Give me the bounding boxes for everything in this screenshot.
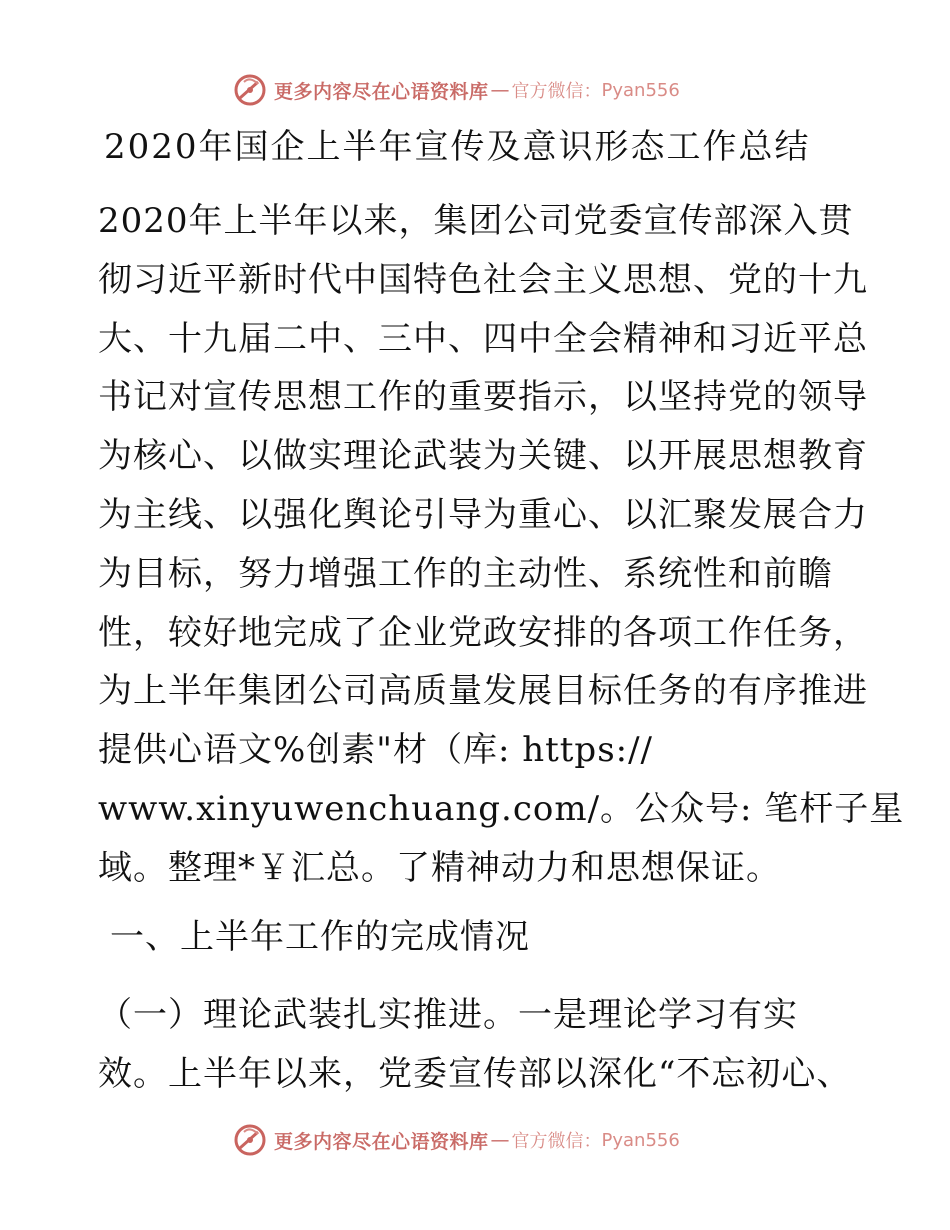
banner-separator: — xyxy=(490,79,510,101)
text-line: 2020年上半年以来，集团公司党委宣传部深入贯 xyxy=(98,201,854,241)
footer-banner xyxy=(232,1120,680,1160)
text-line: 效。上半年以来，党委宣传部以深化“不忘初心、 xyxy=(98,1053,852,1094)
header-banner xyxy=(232,70,680,110)
text-line: （一）理论武装扎实推进。一是理论学习有实 xyxy=(98,995,798,1035)
banner-main-text: 更多内容尽在心语资料库 xyxy=(274,80,489,103)
banner-main-text: 更多内容尽在心语资料库 xyxy=(274,1130,489,1153)
text-line: 大、十九届二中、三中、四中全会精神和习近平总 xyxy=(98,318,868,359)
banner-label: 官方微信： xyxy=(511,81,602,102)
banner-wechat-id: Pyan556 xyxy=(601,1129,680,1151)
text-line: 提供心语文%创素"材（库: https:// xyxy=(98,730,654,771)
paragraph-2 xyxy=(98,986,858,1104)
text-line: 为目标，努力增强工作的主动性、系统性和前瞻 xyxy=(98,553,833,594)
document-title: 2020年国企上半年宣传及意识形态工作总结 xyxy=(104,127,811,167)
text-line: 为主线、以强化舆论引导为重心、以汇聚发展合力 xyxy=(98,494,868,535)
text-line: 性，较好地完成了企业党政安排的各项工作任务， xyxy=(98,612,868,653)
text-line: 域。整理*￥汇总。了精神动力和思想保证。 xyxy=(98,847,781,888)
text-line: 为上半年集团公司高质量发展目标任务的有序推进 xyxy=(98,671,868,712)
section-heading: 一、上半年工作的完成情况 xyxy=(110,917,530,957)
logo-icon xyxy=(232,72,268,108)
paragraph-1 xyxy=(98,192,905,898)
banner-label: 官方微信： xyxy=(511,1131,602,1152)
text-line: 书记对宣传思想工作的重要指示，以坚持党的领导 xyxy=(98,377,868,418)
text-line: 彻习近平新时代中国特色社会主义思想、党的十九 xyxy=(98,259,868,300)
banner-separator: — xyxy=(490,1129,510,1151)
text-line: 为核心、以做实理论武装为关键、以开展思想教育 xyxy=(98,436,868,477)
banner-wechat-id: Pyan556 xyxy=(601,79,680,101)
text-line: www.xinyuwenchuang.com/。公众号: 笔杆子星 xyxy=(98,788,905,829)
logo-icon xyxy=(232,1122,268,1158)
